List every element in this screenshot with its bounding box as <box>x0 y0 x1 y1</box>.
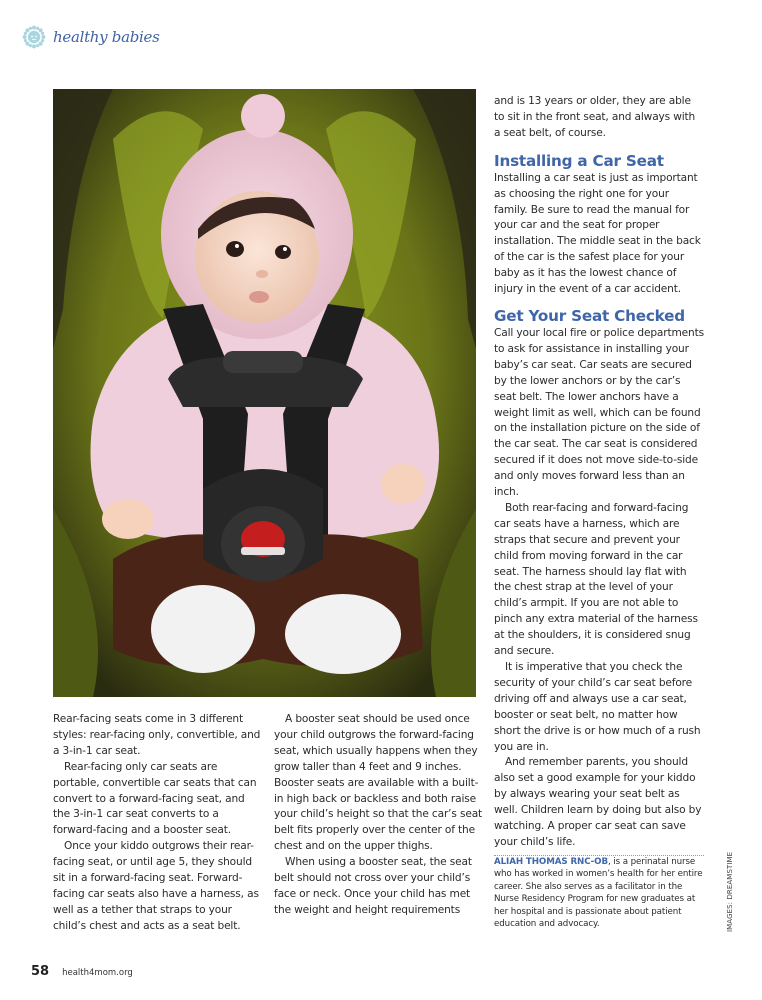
baby-car-seat-photo <box>53 89 476 697</box>
paragraph: Rear-facing seats come in 3 different styles: rear-facing only, convertible, and a 3-in-1 car seat. <box>53 713 261 757</box>
section-title: healthy babies <box>53 28 160 46</box>
paragraph: Both rear-facing and forward-facing car seats have a harness, which are straps that secure and prevent your child from moving forward in the car seat. The harness should lay flat with the chest strap at the level of your child’s armpit. If you are not able to pinch any extra material of the harness at the shoulders, it is considered snug and secure. <box>494 501 698 658</box>
paragraph: Installing a car seat is just as important as choosing the right one for your family. Be sure to read the manual for your car and the seat for proper installation. The middle seat in the back of the car is the safest place for your baby as it has the lowest chance of injury in the event of a car accident. <box>494 171 701 296</box>
article-column-1 <box>53 712 263 935</box>
paragraph: Rear-facing only car seats are portable, convertible car seats that can convert to a forward-facing seat, and the 3-in-1 car seat converts to a forward-facing and a booster seat. <box>53 760 257 837</box>
page-footer <box>31 964 133 979</box>
sun-icon <box>22 25 46 49</box>
paragraph: When using a booster seat, the seat belt should not cross over your child’s face or neck. Once your child has met the weight and height requirements <box>274 856 472 916</box>
paragraph: Call your local fire or police departments to ask for assistance in installing your baby’s car seat. Car seats are secured by the lower anchors or by the car’s seat belt. The lower anchors have a weight limit as well, which can be found on the installation picture on the side of the car seat. The car seat is considered secured if it does not move side-to-side and only moves forward less than an inch. <box>494 326 704 499</box>
author-bio-text: , is a perinatal nurse who has worked in women’s health for her entire career. She also serves as a facilitator in the Nurse Residency Program for new graduates at her hospital and is passionate about patient education and advocacy. <box>494 856 703 929</box>
heading-installing-car-seat: Installing a Car Seat <box>494 151 664 170</box>
heading-get-seat-checked: Get Your Seat Checked <box>494 306 685 325</box>
page-number: 58 <box>31 964 50 979</box>
section-header <box>22 24 160 50</box>
article-column-3 <box>494 94 704 930</box>
paragraph: It is imperative that you check the security of your child’s car seat before driving off and always use a car seat, booster or seat belt, no matter how short the drive is or how much of a rush you are in. <box>494 661 701 753</box>
author-name: ALIAH THOMAS RNC-OB <box>494 856 608 867</box>
author-bio <box>494 856 704 930</box>
paragraph: Once your kiddo outgrows their rear-facing seat, or until age 5, they should sit in a forward-facing seat. Forward-facing car seats also have a harness, as well as a tether that straps to your child’s chest and acts as a seat belt. <box>53 840 259 932</box>
paragraph: and is 13 years or older, they are able to sit in the front seat, and always with a seat belt, of course. <box>494 95 696 139</box>
article-column-2 <box>274 712 484 919</box>
image-credit: IMAGES: DREAMSTIME <box>726 851 734 932</box>
paragraph: And remember parents, you should also set a good example for your kiddo by always wearing your seat belt as well. Children learn by doing but also by watching. A proper car seat can save your child’s life. <box>494 756 702 848</box>
website-link[interactable]: health4mom.org <box>62 968 133 978</box>
paragraph: A booster seat should be used once your child outgrows the forward-facing seat, which usually happens when they grow taller than 4 feet and 9 inches. Booster seats are available with a built-in high back or backless and both raise your child’s height so that the car’s seat belt fits properly over the center of the chest and on the upper thighs. <box>274 713 483 853</box>
